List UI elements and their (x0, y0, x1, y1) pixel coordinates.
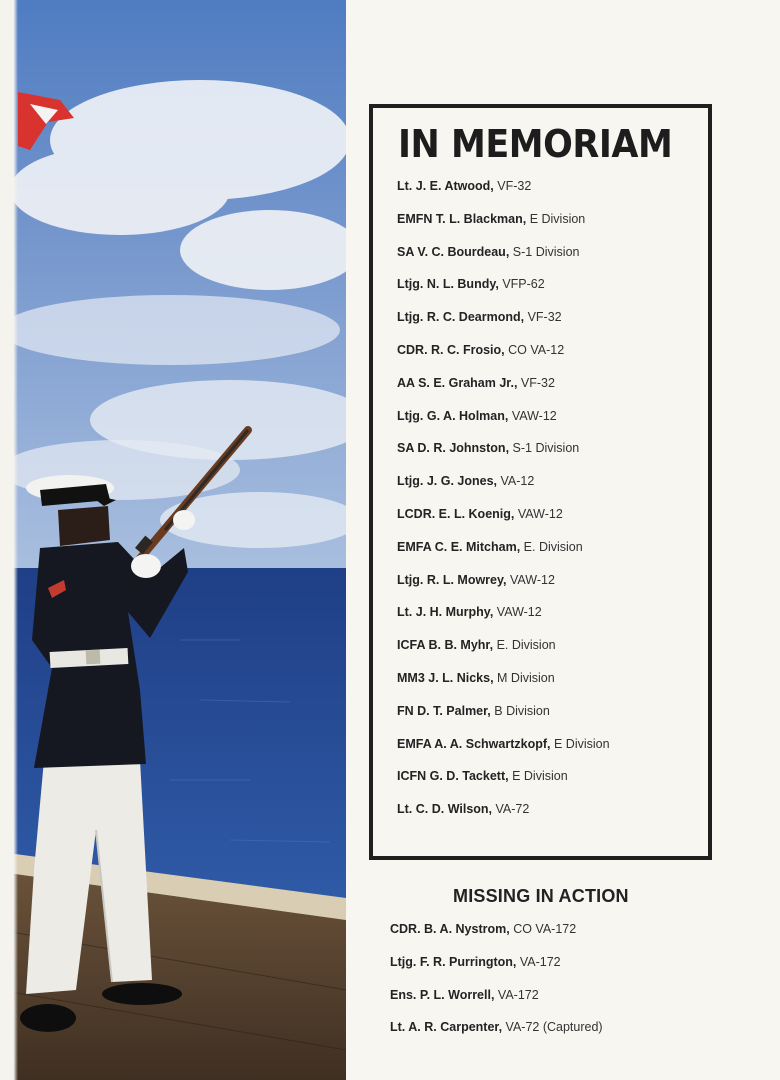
in-memoriam-title: IN MEMORIAM (398, 122, 673, 166)
person-unit: VF-32 (497, 179, 532, 193)
person-unit: VAW-12 (511, 408, 557, 423)
list-item (397, 769, 610, 802)
list-item (397, 277, 610, 310)
person-unit: VA-72 (Captured) (505, 1020, 603, 1035)
list-item (397, 507, 610, 540)
list-item (397, 638, 610, 671)
list-item (390, 988, 603, 1021)
person-name: ICFN G. D. Tackett, (397, 769, 509, 784)
person-name: Ltjg. N. L. Bundy, (397, 277, 499, 292)
person-name: Lt. A. R. Carpenter, (390, 1020, 503, 1035)
person-name: Ens. P. L. Worrell, (390, 987, 495, 1002)
person-name: ICFA B. B. Myhr, (397, 638, 494, 653)
page-margin (0, 0, 18, 1080)
list-item (397, 376, 610, 409)
person-unit: VFP-62 (502, 277, 545, 292)
list-item (397, 704, 610, 737)
list-item (390, 955, 603, 988)
person-unit: VA-12 (500, 474, 535, 489)
person-unit: VAW-12 (496, 605, 542, 620)
person-name: Lt. C. D. Wilson, (397, 802, 493, 817)
honor-guard-photo (0, 0, 346, 1080)
list-item (397, 245, 610, 278)
person-name: Lt. J. H. Murphy, (397, 605, 494, 620)
person-name: EMFA C. E. Mitcham, (397, 539, 521, 554)
list-item (397, 573, 610, 606)
person-name: CDR. B. A. Nystrom, (390, 922, 510, 936)
in-memoriam-box (369, 104, 712, 860)
list-item (397, 605, 610, 638)
list-item (397, 671, 610, 704)
person-unit: S-1 Division (512, 244, 580, 259)
list-item (397, 310, 610, 343)
person-unit: VF-32 (527, 310, 562, 325)
person-name: Ltjg. J. G. Jones, (397, 474, 498, 489)
person-unit: S-1 Division (512, 441, 580, 456)
person-unit: VF-32 (520, 375, 555, 390)
list-item (397, 802, 610, 835)
right-shoe (102, 983, 182, 1005)
list-item (390, 1020, 603, 1053)
person-name: EMFA A. A. Schwartzkopf, (397, 736, 551, 751)
person-unit: B Division (494, 703, 550, 718)
person-unit: E. Division (496, 638, 556, 653)
person-unit: VA-172 (497, 987, 539, 1002)
person-name: SA V. C. Bourdeau, (397, 244, 510, 259)
person-name: SA D. R. Johnston, (397, 441, 510, 456)
list-item (397, 212, 610, 245)
person-name: Ltjg. G. A. Holman, (397, 408, 509, 423)
missing-list (390, 922, 603, 1053)
person-name: MM3 J. L. Nicks, (397, 670, 494, 685)
person-unit: M Division (497, 670, 555, 685)
list-item (397, 409, 610, 442)
person-name: EMFN T. L. Blackman, (397, 211, 527, 226)
person-unit: E. Division (523, 539, 583, 554)
person-unit: E Division (512, 769, 568, 784)
person-unit: VA-172 (519, 954, 561, 969)
list-item (397, 179, 610, 212)
person-unit: VA-72 (495, 802, 530, 817)
person-name: Ltjg. R. C. Dearmond, (397, 310, 525, 325)
person-name: AA S. E. Graham Jr., (397, 375, 518, 390)
person-unit: E Division (553, 736, 610, 751)
person-name: Lt. J. E. Atwood, (397, 179, 494, 193)
person-unit: VAW-12 (509, 572, 555, 587)
list-item (397, 474, 610, 507)
person-name: LCDR. E. L. Koenig, (397, 506, 515, 521)
person-unit: CO VA-12 (508, 342, 565, 357)
list-item (397, 737, 610, 770)
list-item (390, 922, 603, 955)
list-item (397, 441, 610, 474)
honor-guard-illustration (0, 0, 346, 1080)
list-item (397, 540, 610, 573)
person-unit: CO VA-172 (513, 922, 577, 936)
person-unit: VAW-12 (517, 506, 563, 521)
missing-in-action-title: MISSING IN ACTION (453, 886, 629, 906)
person-unit: E Division (529, 211, 586, 226)
left-shoe (20, 1004, 76, 1032)
list-item (397, 343, 610, 376)
person-name: CDR. R. C. Frosio, (397, 342, 505, 357)
glove-right (173, 510, 195, 530)
memoriam-list (397, 179, 610, 835)
person-name: Ltjg. F. R. Purrington, (390, 954, 517, 969)
person-name: Ltjg. R. L. Mowrey, (397, 572, 507, 587)
person-name: FN D. T. Palmer, (397, 703, 491, 718)
glove-left (131, 554, 161, 578)
